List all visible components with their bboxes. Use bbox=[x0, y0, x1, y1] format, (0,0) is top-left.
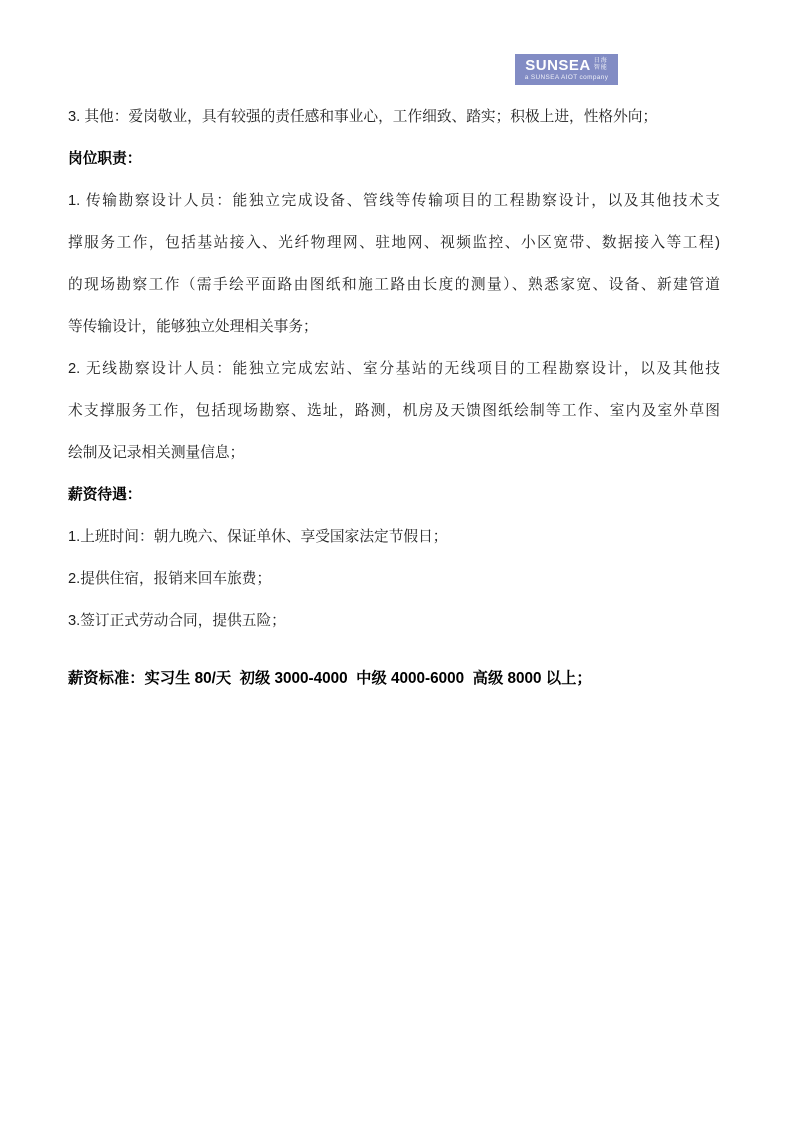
logo-chinese-line1: 日海 bbox=[593, 58, 608, 65]
benefit-item-1: 1.上班时间：朝九晚六、保证单休、享受国家法定节假日； bbox=[68, 529, 448, 545]
job-duty-transmission-line-1: 1. 传输勘察设计人员：能独立完成设备、管线等传输项目的工程勘察设计，以及其他技术支 bbox=[68, 193, 720, 209]
job-duty-wireless-line-2: 术支撑服务工作，包括现场勘察、选址，路测，机房及天馈图纸绘制等工作、室内及室外草图 bbox=[68, 403, 720, 419]
benefit-item-3: 3.签订正式劳动合同，提供五险； bbox=[68, 613, 286, 629]
benefit-item-2: 2.提供住宿，报销来回车旅费； bbox=[68, 571, 272, 587]
job-duty-wireless-line-1: 2. 无线勘察设计人员：能独立完成宏站、室分基站的无线项目的工程勘察设计，以及其他技 bbox=[68, 361, 720, 377]
document-body bbox=[68, 96, 720, 700]
logo-brand-text: SUNSEA bbox=[525, 56, 591, 74]
job-duty-transmission-line-2: 撑服务工作，包括基站接入、光纤物理网、驻地网、视频监控、小区宽带、数据接入等工程) bbox=[68, 235, 720, 251]
logo-top-row bbox=[525, 58, 608, 73]
logo-chinese-line2: 智能 bbox=[593, 65, 608, 72]
job-duty-transmission-line-4: 等传输设计，能够独立处理相关事务； bbox=[68, 319, 318, 335]
salary-standard-line: 薪资标准：实习生 80/天 初级 3000-4000 中级 4000-6000 高级 8000 以上； bbox=[68, 670, 592, 687]
requirement-item-3: 3. 其他：爱岗敬业，具有较强的责任感和事业心，工作细致、踏实；积极上进，性格外向； bbox=[68, 109, 658, 125]
job-duty-wireless-line-3: 绘制及记录相关测量信息； bbox=[68, 445, 245, 461]
logo-chinese-text bbox=[594, 58, 608, 72]
company-logo bbox=[515, 54, 618, 85]
logo-tagline: a SUNSEA AIOT company bbox=[524, 74, 609, 82]
section-heading-salary-benefits: 薪资待遇： bbox=[68, 487, 142, 503]
job-duty-transmission-line-3: 的现场勘察工作（需手绘平面路由图纸和施工路由长度的测量）、熟悉家宽、设备、新建管道 bbox=[68, 277, 720, 293]
section-heading-job-duties: 岗位职责： bbox=[68, 151, 142, 167]
